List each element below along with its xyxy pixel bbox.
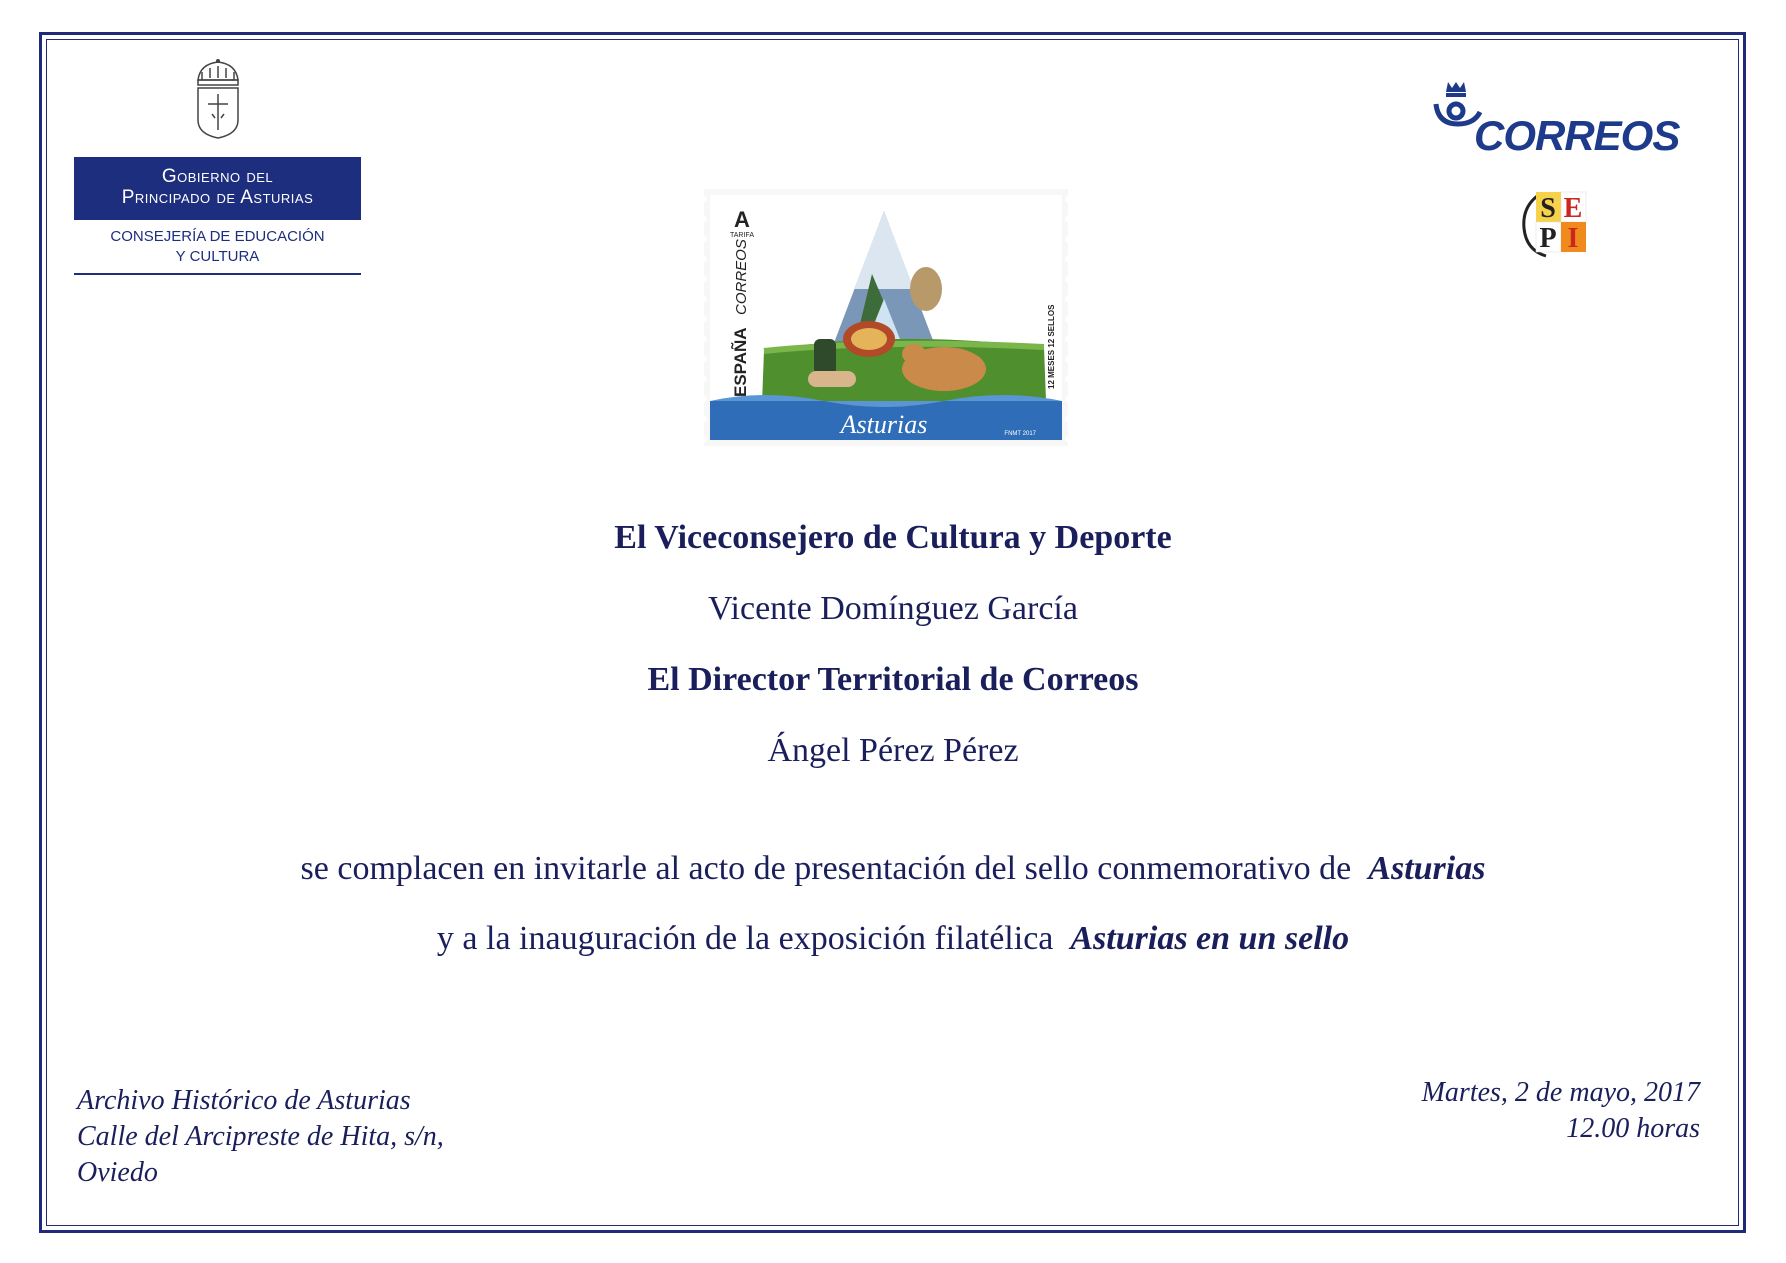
svg-text:P: P	[1539, 223, 1557, 254]
coat-of-arms-icon	[188, 58, 248, 140]
consejeria-line1: CONSEJERÍA DE EDUCACIÓN	[110, 228, 325, 245]
stamp-printer: FNMT 2017	[1004, 431, 1036, 437]
asturias-stamp	[704, 189, 1068, 446]
stamp-tariff-word: TARIFA	[730, 232, 754, 239]
svg-text:S: S	[1540, 193, 1556, 224]
gobierno-line2: Principado de Asturias	[121, 187, 314, 208]
stamp-brand: CORREOS	[733, 239, 750, 315]
venue-city: Oviedo	[77, 1157, 158, 1188]
sepi-logo	[1520, 188, 1596, 260]
consejeria-text	[74, 227, 361, 267]
gobierno-name-box	[74, 157, 361, 220]
svg-text:I: I	[1567, 223, 1579, 254]
correos-logo	[1430, 78, 1690, 160]
stamp-country: ESPAÑA	[731, 327, 750, 397]
invitation-line-stamp-emphasis: Asturias	[1368, 850, 1486, 887]
event-date: Martes, 2 de mayo, 2017	[1421, 1077, 1700, 1108]
invitation-line-exhibition	[0, 920, 1786, 958]
viceconsejero-title: El Viceconsejero de Cultura y Deporte	[614, 519, 1172, 556]
event-time: 12.00 horas	[1566, 1113, 1700, 1144]
consejeria-line2: Y CULTURA	[175, 248, 260, 265]
invitation-line-stamp	[0, 850, 1786, 888]
invitation-line-exhibition-text: y a la inauguración de la exposición filatélica	[436, 920, 1054, 957]
venue-address	[77, 1083, 444, 1191]
event-datetime	[1422, 1075, 1700, 1147]
gobierno-line1: Gobierno del	[161, 166, 274, 187]
director-title: El Director Territorial de Correos	[647, 661, 1139, 698]
invitation-line-exhibition-emphasis: Asturias en un sello	[1070, 920, 1350, 957]
stamp-series: 12 MESES 12 SELLOS	[1047, 304, 1056, 389]
venue-name: Archivo Histórico de Asturias	[77, 1085, 411, 1116]
venue-street: Calle del Arcipreste de Hita, s/n,	[77, 1121, 444, 1152]
invitation-line-stamp-text: se complacen en invitarle al acto de presentación del sello conmemorativo de	[300, 850, 1352, 887]
svg-text:E: E	[1563, 193, 1583, 224]
stamp-tariff-letter: A	[734, 207, 750, 232]
director-name: Ángel Pérez Pérez	[767, 732, 1019, 769]
gobierno-underline	[74, 273, 361, 275]
stamp-title: Asturias	[840, 410, 928, 439]
viceconsejero-name: Vicente Domínguez García	[708, 590, 1078, 627]
correos-wordmark: CORREOS	[1474, 112, 1680, 159]
